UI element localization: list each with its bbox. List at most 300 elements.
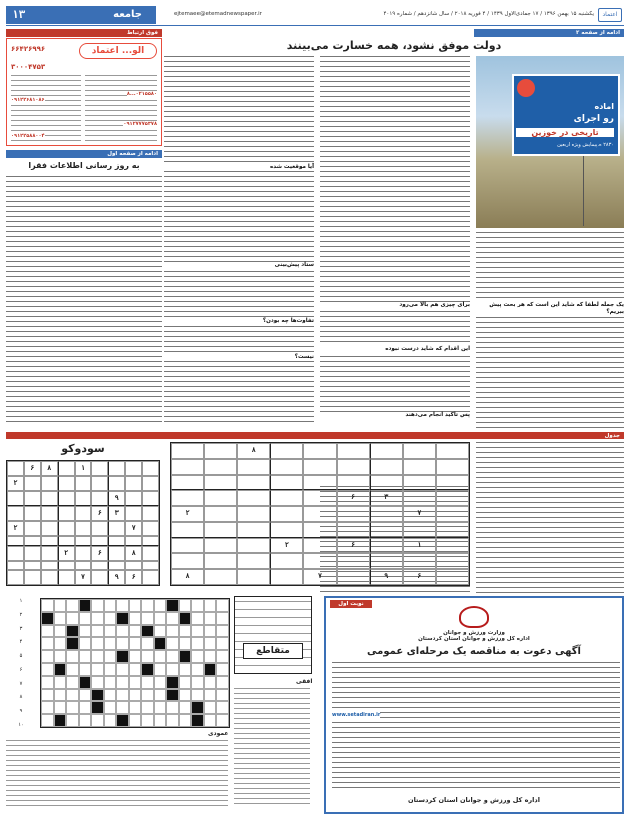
crossword-cell[interactable] [129, 637, 142, 650]
crossword-cell[interactable] [41, 650, 54, 663]
crossword-cell[interactable] [91, 612, 104, 625]
sudoku-cell[interactable] [237, 538, 270, 554]
sudoku-cell[interactable]: ۸ [237, 443, 270, 459]
crossword-cell[interactable] [166, 701, 179, 714]
crossword-cell[interactable] [66, 625, 79, 638]
sudoku-cell[interactable] [58, 561, 75, 571]
crossword-grid[interactable] [40, 598, 230, 728]
sudoku-cell[interactable] [142, 561, 159, 571]
crossword-cell[interactable] [179, 663, 192, 676]
crossword-cell[interactable] [79, 676, 92, 689]
crossword-cell[interactable] [129, 650, 142, 663]
crossword-cell[interactable] [104, 701, 117, 714]
crossword-cell[interactable] [66, 650, 79, 663]
crossword-cell[interactable] [41, 701, 54, 714]
sudoku-cell[interactable] [237, 553, 270, 569]
sudoku-cell[interactable] [58, 461, 75, 476]
crossword-cell[interactable] [179, 625, 192, 638]
sudoku-cell[interactable] [436, 553, 469, 569]
sudoku-cell[interactable] [303, 490, 336, 506]
crossword-cell[interactable] [154, 650, 167, 663]
sudoku-cell[interactable] [171, 443, 204, 459]
sudoku-cell[interactable]: ۲ [7, 476, 24, 491]
sudoku-cell[interactable] [337, 506, 370, 522]
sudoku-cell[interactable] [125, 461, 142, 476]
sudoku-cell[interactable] [91, 521, 108, 536]
sudoku-cell[interactable]: ۸ [171, 569, 204, 585]
crossword-cell[interactable] [154, 701, 167, 714]
sudoku-cell[interactable] [270, 569, 303, 585]
crossword-cell[interactable] [129, 689, 142, 702]
crossword-cell[interactable] [191, 663, 204, 676]
classified-phone[interactable]: ۰۹۱۲۲۶۸۱۰۸۶ [11, 97, 45, 103]
crossword-cell[interactable] [154, 599, 167, 612]
sudoku-cell[interactable]: ۸ [125, 546, 142, 561]
sudoku-cell[interactable] [237, 490, 270, 506]
sudoku-cell[interactable] [370, 475, 403, 491]
sudoku-cell[interactable] [58, 506, 75, 521]
sudoku-cell[interactable] [75, 546, 92, 561]
crossword-cell[interactable] [104, 689, 117, 702]
sudoku-cell[interactable] [436, 506, 469, 522]
sudoku-cell[interactable] [171, 475, 204, 491]
sudoku-cell[interactable] [142, 491, 159, 506]
sudoku-cell[interactable] [91, 570, 108, 585]
sudoku-cell[interactable]: ۹ [108, 570, 125, 585]
crossword-cell[interactable] [179, 599, 192, 612]
sudoku-cell[interactable]: ۷ [303, 569, 336, 585]
crossword-cell[interactable] [41, 612, 54, 625]
crossword-cell[interactable] [204, 612, 217, 625]
crossword-cell[interactable] [216, 676, 229, 689]
crossword-cell[interactable] [154, 637, 167, 650]
crossword-cell[interactable] [91, 676, 104, 689]
crossword-cell[interactable] [104, 650, 117, 663]
sudoku-cell[interactable] [142, 546, 159, 561]
crossword-cell[interactable] [204, 663, 217, 676]
crossword-cell[interactable] [116, 714, 129, 727]
crossword-cell[interactable] [54, 599, 67, 612]
crossword-cell[interactable] [66, 701, 79, 714]
crossword-cell[interactable] [66, 714, 79, 727]
crossword-cell[interactable] [204, 689, 217, 702]
crossword-cell[interactable] [116, 650, 129, 663]
sudoku-cell[interactable] [337, 569, 370, 585]
sudoku-cell[interactable]: ۳ [108, 506, 125, 521]
sudoku-cell[interactable]: ۶ [125, 570, 142, 585]
sudoku-cell[interactable]: ۶ [337, 490, 370, 506]
crossword-cell[interactable] [216, 625, 229, 638]
crossword-cell[interactable] [166, 663, 179, 676]
crossword-cell[interactable] [216, 599, 229, 612]
sudoku-cell[interactable]: ۷ [403, 506, 436, 522]
sudoku-cell[interactable] [436, 443, 469, 459]
sudoku-cell[interactable] [41, 476, 58, 491]
sudoku-cell[interactable] [142, 461, 159, 476]
sudoku-cell[interactable] [41, 521, 58, 536]
sudoku-cell[interactable] [108, 521, 125, 536]
crossword-cell[interactable] [166, 612, 179, 625]
sudoku-cell[interactable] [125, 491, 142, 506]
crossword-cell[interactable] [129, 612, 142, 625]
sudoku-cell[interactable] [337, 553, 370, 569]
sudoku-cell[interactable] [91, 561, 108, 571]
crossword-cell[interactable] [141, 689, 154, 702]
crossword-cell[interactable] [166, 714, 179, 727]
crossword-cell[interactable] [79, 701, 92, 714]
crossword-cell[interactable] [91, 637, 104, 650]
sudoku-cell[interactable] [370, 459, 403, 475]
crossword-cell[interactable] [54, 612, 67, 625]
crossword-cell[interactable] [141, 612, 154, 625]
sudoku-cell[interactable]: ۶ [91, 506, 108, 521]
sudoku-cell[interactable] [436, 490, 469, 506]
crossword-cell[interactable] [216, 637, 229, 650]
crossword-cell[interactable] [204, 650, 217, 663]
crossword-cell[interactable] [166, 637, 179, 650]
crossword-cell[interactable] [141, 637, 154, 650]
sudoku-cell[interactable] [270, 522, 303, 538]
crossword-cell[interactable] [54, 625, 67, 638]
sudoku-cell[interactable] [41, 506, 58, 521]
sudoku-cell[interactable]: ۲ [58, 546, 75, 561]
crossword-cell[interactable] [79, 625, 92, 638]
sudoku-cell[interactable] [403, 553, 436, 569]
sudoku-cell[interactable] [403, 490, 436, 506]
sudoku-cell[interactable] [75, 536, 92, 546]
sudoku-cell[interactable] [370, 506, 403, 522]
crossword-cell[interactable] [41, 663, 54, 676]
sudoku-cell[interactable] [303, 553, 336, 569]
sudoku-cell[interactable] [58, 491, 75, 506]
sudoku-cell[interactable] [41, 561, 58, 571]
sudoku-cell[interactable] [204, 538, 237, 554]
sudoku-cell[interactable]: ۷ [125, 521, 142, 536]
crossword-cell[interactable] [191, 650, 204, 663]
crossword-cell[interactable] [154, 663, 167, 676]
sudoku-cell[interactable] [303, 538, 336, 554]
sudoku-cell[interactable] [370, 553, 403, 569]
sudoku-cell[interactable] [7, 506, 24, 521]
sudoku-cell[interactable] [237, 459, 270, 475]
crossword-cell[interactable] [129, 663, 142, 676]
crossword-cell[interactable] [54, 714, 67, 727]
ad-website-link[interactable]: www.setadiran.ir [332, 712, 381, 718]
crossword-cell[interactable] [91, 625, 104, 638]
crossword-cell[interactable] [41, 599, 54, 612]
crossword-cell[interactable] [179, 637, 192, 650]
sudoku-cell[interactable] [142, 521, 159, 536]
classified-phone[interactable]: ۰۹۱۲۷۷۷۵۳۷۸ [123, 121, 157, 127]
sudoku-cell[interactable] [171, 522, 204, 538]
sudoku-cell[interactable]: ۶ [337, 538, 370, 554]
sudoku-cell[interactable] [237, 475, 270, 491]
sudoku-cell[interactable] [171, 490, 204, 506]
sudoku-cell[interactable] [75, 476, 92, 491]
sudoku-cell[interactable]: ۸ [41, 461, 58, 476]
sudoku-cell[interactable] [204, 459, 237, 475]
crossword-cell[interactable] [216, 650, 229, 663]
sudoku-cell[interactable] [270, 490, 303, 506]
sudoku-cell[interactable] [125, 536, 142, 546]
crossword-cell[interactable] [41, 689, 54, 702]
crossword-cell[interactable] [54, 689, 67, 702]
sudoku-cell[interactable] [436, 569, 469, 585]
crossword-cell[interactable] [79, 612, 92, 625]
sudoku-cell[interactable] [125, 476, 142, 491]
crossword-cell[interactable] [216, 714, 229, 727]
sudoku-cell[interactable] [171, 553, 204, 569]
crossword-cell[interactable] [41, 637, 54, 650]
crossword-cell[interactable] [216, 689, 229, 702]
sudoku-cell[interactable]: ۷ [75, 570, 92, 585]
sudoku-cell[interactable] [303, 443, 336, 459]
sudoku-cell[interactable] [142, 570, 159, 585]
sudoku-cell[interactable] [108, 561, 125, 571]
crossword-cell[interactable] [129, 714, 142, 727]
sudoku-cell[interactable] [204, 569, 237, 585]
crossword-cell[interactable] [79, 689, 92, 702]
crossword-cell[interactable] [66, 612, 79, 625]
sudoku-cell[interactable] [24, 561, 41, 571]
sudoku-cell[interactable]: ۲ [171, 506, 204, 522]
crossword-cell[interactable] [116, 625, 129, 638]
crossword-cell[interactable] [79, 663, 92, 676]
sudoku-cell[interactable] [436, 475, 469, 491]
sudoku-cell[interactable] [41, 546, 58, 561]
sudoku-cell[interactable] [7, 546, 24, 561]
sudoku-cell[interactable] [237, 506, 270, 522]
sudoku-cell[interactable] [204, 475, 237, 491]
sudoku-cell[interactable] [142, 506, 159, 521]
sudoku-cell[interactable] [436, 459, 469, 475]
crossword-cell[interactable] [179, 676, 192, 689]
sudoku-cell[interactable] [370, 522, 403, 538]
crossword-cell[interactable] [66, 689, 79, 702]
crossword-cell[interactable] [216, 663, 229, 676]
sudoku-cell[interactable] [403, 475, 436, 491]
sudoku-cell[interactable]: ۲ [270, 538, 303, 554]
crossword-cell[interactable] [141, 714, 154, 727]
sudoku-cell[interactable] [204, 522, 237, 538]
crossword-cell[interactable] [166, 625, 179, 638]
sudoku-cell[interactable]: ۹ [108, 491, 125, 506]
crossword-cell[interactable] [179, 650, 192, 663]
sudoku-cell[interactable] [75, 491, 92, 506]
crossword-cell[interactable] [41, 714, 54, 727]
crossword-cell[interactable] [104, 612, 117, 625]
sudoku-cell[interactable] [91, 461, 108, 476]
sudoku-cell[interactable] [24, 476, 41, 491]
crossword-cell[interactable] [204, 637, 217, 650]
sudoku-cell[interactable] [125, 506, 142, 521]
sudoku-cell[interactable] [75, 506, 92, 521]
classified-phone[interactable]: ۰۹۱۲۲۵۸۸۰۰۴ [11, 133, 45, 139]
sudoku-cell[interactable]: ۲ [7, 521, 24, 536]
section-email[interactable]: ejtemaee@etemadnewspaper.ir [174, 11, 262, 17]
crossword-cell[interactable] [204, 625, 217, 638]
crossword-cell[interactable] [91, 599, 104, 612]
crossword-cell[interactable] [79, 599, 92, 612]
sudoku-cell[interactable] [91, 476, 108, 491]
sudoku-cell[interactable] [171, 538, 204, 554]
crossword-cell[interactable] [104, 637, 117, 650]
sudoku-cell[interactable] [403, 522, 436, 538]
crossword-cell[interactable] [154, 676, 167, 689]
classified-phone[interactable]: ۰۲۱۵۵۸۰...۸ [126, 91, 157, 97]
crossword-cell[interactable] [141, 625, 154, 638]
crossword-cell[interactable] [141, 663, 154, 676]
crossword-cell[interactable] [116, 689, 129, 702]
crossword-cell[interactable] [204, 599, 217, 612]
sudoku-cell[interactable] [24, 506, 41, 521]
crossword-cell[interactable] [154, 625, 167, 638]
sudoku-cell[interactable] [58, 521, 75, 536]
crossword-cell[interactable] [191, 714, 204, 727]
crossword-cell[interactable] [191, 612, 204, 625]
sudoku-cell[interactable] [337, 459, 370, 475]
crossword-cell[interactable] [216, 701, 229, 714]
sudoku-cell[interactable] [142, 476, 159, 491]
sudoku-cell[interactable]: ۹ [370, 569, 403, 585]
sudoku-cell[interactable] [204, 553, 237, 569]
sudoku-cell[interactable] [237, 522, 270, 538]
sudoku-cell[interactable] [58, 476, 75, 491]
sudoku-cell[interactable] [24, 570, 41, 585]
crossword-cell[interactable] [91, 689, 104, 702]
crossword-cell[interactable] [191, 625, 204, 638]
sudoku-cell[interactable] [142, 536, 159, 546]
crossword-cell[interactable] [129, 676, 142, 689]
sudoku-cell[interactable] [337, 522, 370, 538]
crossword-cell[interactable] [116, 612, 129, 625]
classifieds-phone-1[interactable]: ۶۶۴۲۶۹۹۶ [11, 45, 46, 53]
crossword-cell[interactable] [216, 612, 229, 625]
crossword-cell[interactable] [104, 599, 117, 612]
crossword-cell[interactable] [141, 701, 154, 714]
crossword-cell[interactable] [54, 650, 67, 663]
sudoku-cell[interactable] [24, 521, 41, 536]
crossword-cell[interactable] [54, 637, 67, 650]
crossword-cell[interactable] [154, 612, 167, 625]
sudoku-cell[interactable] [41, 536, 58, 546]
sudoku-cell[interactable] [337, 443, 370, 459]
sudoku-cell[interactable] [171, 459, 204, 475]
sudoku-cell[interactable]: ۱ [403, 538, 436, 554]
sudoku-cell[interactable] [303, 459, 336, 475]
crossword-cell[interactable] [66, 676, 79, 689]
sudoku-cell[interactable] [270, 443, 303, 459]
sudoku-cell[interactable] [270, 459, 303, 475]
crossword-cell[interactable] [179, 689, 192, 702]
sudoku-cell[interactable] [337, 475, 370, 491]
crossword-cell[interactable] [91, 701, 104, 714]
crossword-cell[interactable] [204, 701, 217, 714]
crossword-cell[interactable] [79, 714, 92, 727]
sudoku-cell[interactable] [41, 491, 58, 506]
sudoku-cell[interactable] [204, 506, 237, 522]
crossword-cell[interactable] [79, 650, 92, 663]
sudoku-cell[interactable] [204, 443, 237, 459]
crossword-cell[interactable] [116, 637, 129, 650]
sudoku-cell[interactable] [7, 536, 24, 546]
crossword-cell[interactable] [66, 663, 79, 676]
crossword-cell[interactable] [116, 701, 129, 714]
sudoku-cell[interactable] [108, 461, 125, 476]
sudoku-cell[interactable] [24, 536, 41, 546]
crossword-cell[interactable] [41, 676, 54, 689]
crossword-cell[interactable] [91, 714, 104, 727]
sudoku-cell[interactable] [75, 521, 92, 536]
sudoku-cell[interactable] [303, 506, 336, 522]
crossword-cell[interactable] [54, 701, 67, 714]
crossword-cell[interactable] [129, 701, 142, 714]
classifieds-phone-2[interactable]: ۳۰۰۰۴۷۵۳ [11, 63, 46, 71]
crossword-cell[interactable] [191, 637, 204, 650]
sudoku-cell[interactable] [41, 570, 58, 585]
crossword-cell[interactable] [166, 650, 179, 663]
crossword-cell[interactable] [166, 676, 179, 689]
crossword-cell[interactable] [191, 676, 204, 689]
sudoku-cell[interactable] [403, 459, 436, 475]
crossword-cell[interactable] [179, 714, 192, 727]
sudoku-cell[interactable] [58, 536, 75, 546]
crossword-cell[interactable] [179, 612, 192, 625]
crossword-cell[interactable] [166, 599, 179, 612]
sudoku-cell[interactable]: ۱ [75, 461, 92, 476]
crossword-cell[interactable] [79, 637, 92, 650]
crossword-cell[interactable] [66, 637, 79, 650]
sudoku-cell[interactable] [75, 561, 92, 571]
crossword-cell[interactable] [129, 599, 142, 612]
crossword-cell[interactable] [141, 599, 154, 612]
crossword-cell[interactable] [116, 599, 129, 612]
crossword-cell[interactable] [104, 676, 117, 689]
sudoku-cell[interactable] [125, 561, 142, 571]
crossword-cell[interactable] [166, 689, 179, 702]
crossword-cell[interactable] [54, 663, 67, 676]
crossword-cell[interactable] [179, 701, 192, 714]
crossword-cell[interactable] [104, 714, 117, 727]
sudoku-cell[interactable] [7, 570, 24, 585]
crossword-cell[interactable] [116, 676, 129, 689]
sudoku-cell[interactable]: ۶ [24, 461, 41, 476]
sudoku-cell[interactable] [303, 522, 336, 538]
sudoku-cell[interactable] [7, 491, 24, 506]
sudoku-cell[interactable] [7, 561, 24, 571]
sudoku-cell[interactable]: ۶ [91, 546, 108, 561]
sudoku-cell[interactable] [403, 443, 436, 459]
sudoku-cell[interactable] [24, 546, 41, 561]
sudoku-cell[interactable] [270, 506, 303, 522]
crossword-cell[interactable] [191, 701, 204, 714]
crossword-cell[interactable] [191, 599, 204, 612]
sudoku-cell[interactable] [108, 546, 125, 561]
crossword-cell[interactable] [104, 663, 117, 676]
sudoku-cell[interactable] [436, 538, 469, 554]
sudoku-cell[interactable]: ۳ [370, 490, 403, 506]
sudoku-cell[interactable] [108, 536, 125, 546]
sudoku-cell[interactable] [303, 475, 336, 491]
sudoku-cell[interactable] [91, 491, 108, 506]
crossword-cell[interactable] [91, 663, 104, 676]
sudoku-cell[interactable] [370, 538, 403, 554]
sudoku-cell[interactable] [270, 475, 303, 491]
crossword-cell[interactable] [204, 676, 217, 689]
sudoku-cell[interactable] [7, 461, 24, 476]
sudoku-cell[interactable]: ۶ [403, 569, 436, 585]
sudoku-cell[interactable] [91, 536, 108, 546]
